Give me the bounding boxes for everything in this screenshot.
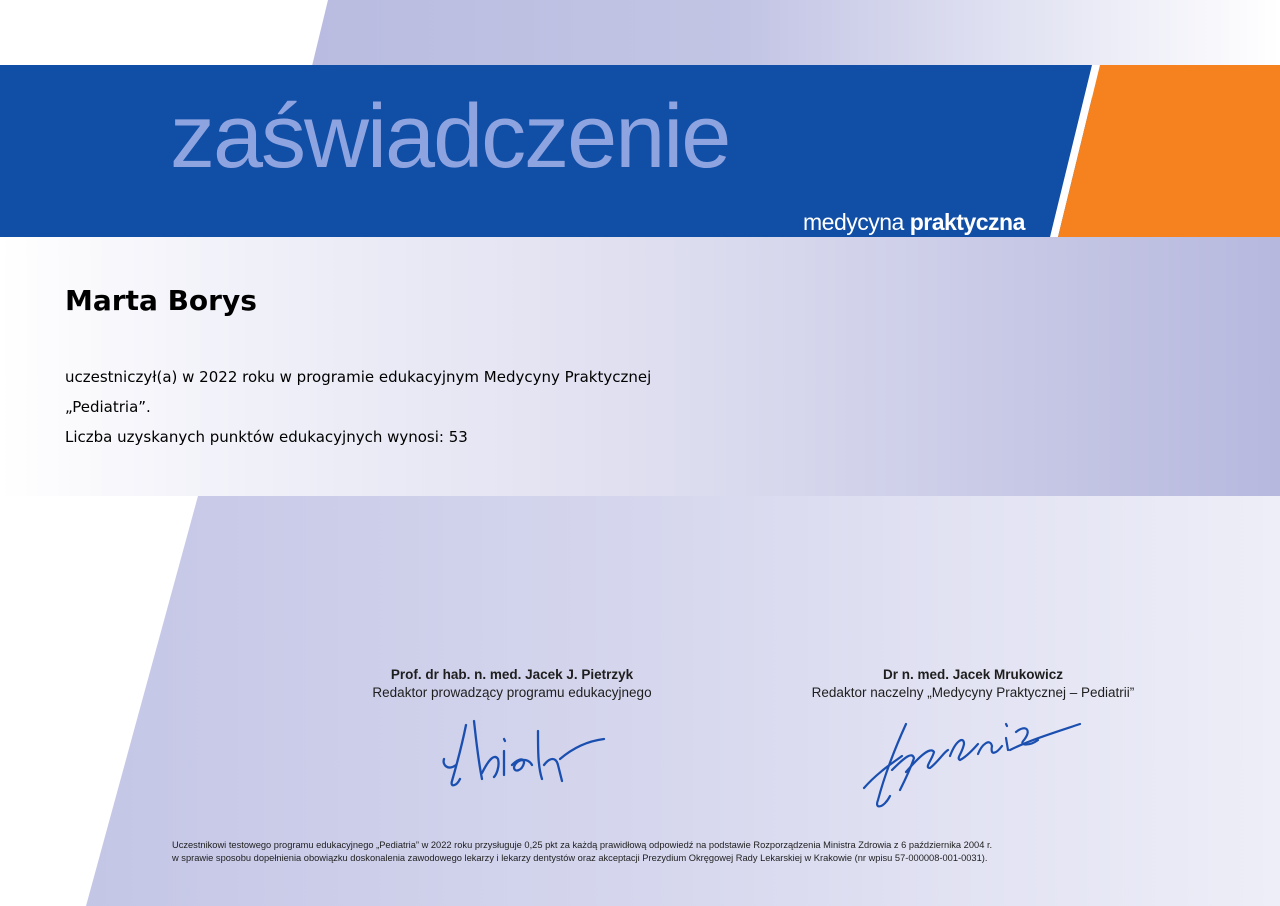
brand-logo — [803, 211, 1025, 234]
certificate-title: zaświadczenie — [170, 87, 730, 187]
brand-light-text: medycyna — [803, 209, 904, 235]
signatory-right — [803, 667, 1143, 700]
signatory-name: Dr n. med. Jacek Mrukowicz — [882, 667, 1064, 682]
signature-left — [438, 715, 610, 790]
signatory-role: Redaktor prowadzący programu edukacyjnego — [372, 685, 652, 700]
brand-bold-text: praktyczna — [909, 209, 1025, 235]
legal-footnote — [172, 839, 992, 865]
signatory-name: Prof. dr hab. n. med. Jacek J. Pietrzyk — [390, 667, 634, 682]
body-line-program: „Pediatria”. — [65, 398, 151, 416]
body-line-points: Liczba uzyskanych punktów edukacyjnych wynosi: 53 — [65, 428, 468, 446]
footnote-line: w sprawie sposobu dopełnienia obowiązku doskonalenia zawodowego lekarzy i lekarzy dentystów oraz akceptacji Prezydium Okręgowej Rady Lekarskiej w Krakowie (nr wpisu 57-000008-001-0031). — [172, 853, 988, 863]
signatory-left — [342, 667, 682, 700]
recipient-name: Marta Borys — [65, 284, 257, 317]
footnote-line: Uczestnikowi testowego programu edukacyjnego „Pediatria” w 2022 roku przysługuje 0,25 pkt za każdą prawidłową odpowiedź na podstawie Rozporządzenia Ministra Zdrowia z 6 października 2004 r. — [172, 840, 993, 850]
signatory-role: Redaktor naczelny „Medycyny Praktycznej – Pediatrii” — [811, 685, 1135, 700]
body-line-participation: uczestniczył(a) w 2022 roku w programie edukacyjnym Medycyny Praktycznej — [65, 368, 652, 386]
signature-right — [860, 710, 1085, 815]
